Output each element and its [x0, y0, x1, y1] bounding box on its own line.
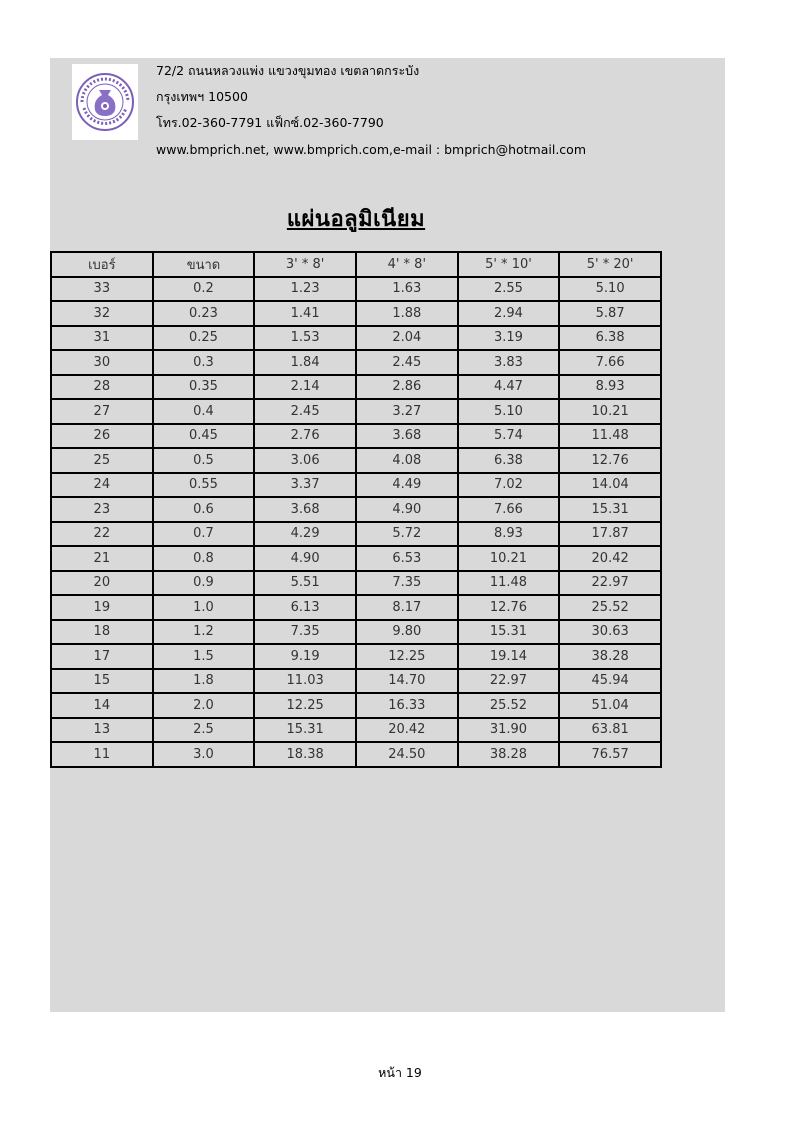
- table-cell: 1.63: [356, 277, 458, 302]
- table-cell: 24: [51, 473, 153, 498]
- table-cell: 5.72: [356, 522, 458, 547]
- address-line-1: 72/2 ถนนหลวงแพ่ง แขวงขุมทอง เขตลาดกระบัง: [156, 63, 420, 78]
- table-cell: 14.04: [559, 473, 661, 498]
- table-row: [51, 424, 661, 449]
- table-cell: 11.03: [254, 669, 356, 694]
- table-cell: 0.9: [153, 571, 255, 596]
- table-cell: 5.51: [254, 571, 356, 596]
- table-cell: 2.0: [153, 693, 255, 718]
- table-cell: 20.42: [356, 718, 458, 743]
- table-cell: 1.88: [356, 301, 458, 326]
- table-cell: 24.50: [356, 742, 458, 767]
- table-cell: 4.47: [458, 375, 560, 400]
- column-header: 5' * 10': [458, 252, 560, 277]
- table-cell: 1.0: [153, 595, 255, 620]
- table-cell: 2.86: [356, 375, 458, 400]
- table-cell: 14: [51, 693, 153, 718]
- table-row: [51, 644, 661, 669]
- column-header: 3' * 8': [254, 252, 356, 277]
- column-header: 5' * 20': [559, 252, 661, 277]
- table-cell: 2.14: [254, 375, 356, 400]
- table-row: [51, 718, 661, 743]
- address-line-2: กรุงเทพฯ 10500: [156, 89, 248, 104]
- table-cell: 3.19: [458, 326, 560, 351]
- table-cell: 23: [51, 497, 153, 522]
- table-row: [51, 595, 661, 620]
- table-cell: 32: [51, 301, 153, 326]
- table-row: [51, 546, 661, 571]
- table-cell: 15.31: [254, 718, 356, 743]
- table-cell: 28: [51, 375, 153, 400]
- table-cell: 2.45: [254, 399, 356, 424]
- table-cell: 8.17: [356, 595, 458, 620]
- table-row: [51, 326, 661, 351]
- table-cell: 2.55: [458, 277, 560, 302]
- table-cell: 2.04: [356, 326, 458, 351]
- table-cell: 20.42: [559, 546, 661, 571]
- table-cell: 4.49: [356, 473, 458, 498]
- table-header-row: [51, 252, 661, 277]
- table-cell: 17.87: [559, 522, 661, 547]
- table-cell: 13: [51, 718, 153, 743]
- table-cell: 5.10: [559, 277, 661, 302]
- table-cell: 1.53: [254, 326, 356, 351]
- table-cell: 4.29: [254, 522, 356, 547]
- table-cell: 19: [51, 595, 153, 620]
- table-cell: 7.02: [458, 473, 560, 498]
- table-row: [51, 571, 661, 596]
- table-cell: 22: [51, 522, 153, 547]
- table-cell: 5.74: [458, 424, 560, 449]
- page-title: แผ่นอลูมิเนียม: [286, 207, 426, 232]
- table-row: [51, 277, 661, 302]
- table-cell: 3.06: [254, 448, 356, 473]
- table-cell: 5.10: [458, 399, 560, 424]
- table-cell: 3.68: [254, 497, 356, 522]
- table-cell: 2.5: [153, 718, 255, 743]
- table-cell: 31.90: [458, 718, 560, 743]
- table-row: [51, 473, 661, 498]
- table-cell: 21: [51, 546, 153, 571]
- table-cell: 0.2: [153, 277, 255, 302]
- table-cell: 0.3: [153, 350, 255, 375]
- table-cell: 15.31: [458, 620, 560, 645]
- bm-rich-company-seal-icon: [72, 64, 138, 140]
- table-row: [51, 448, 661, 473]
- table-cell: 15: [51, 669, 153, 694]
- table-cell: 1.84: [254, 350, 356, 375]
- table-cell: 25.52: [458, 693, 560, 718]
- table-cell: 9.80: [356, 620, 458, 645]
- table-cell: 25: [51, 448, 153, 473]
- table-cell: 4.08: [356, 448, 458, 473]
- table-cell: 26: [51, 424, 153, 449]
- table-cell: 1.23: [254, 277, 356, 302]
- table-cell: 0.4: [153, 399, 255, 424]
- table-cell: 20: [51, 571, 153, 596]
- table-cell: 1.41: [254, 301, 356, 326]
- table-cell: 10.21: [458, 546, 560, 571]
- table-cell: 3.0: [153, 742, 255, 767]
- table-cell: 18.38: [254, 742, 356, 767]
- table-cell: 51.04: [559, 693, 661, 718]
- table-cell: 8.93: [559, 375, 661, 400]
- table-cell: 0.25: [153, 326, 255, 351]
- table-cell: 0.7: [153, 522, 255, 547]
- table-cell: 33: [51, 277, 153, 302]
- table-row: [51, 301, 661, 326]
- column-header: เบอร์: [51, 252, 153, 277]
- table-cell: 5.87: [559, 301, 661, 326]
- table-cell: 22.97: [559, 571, 661, 596]
- price-table: [50, 251, 662, 768]
- table-cell: 0.55: [153, 473, 255, 498]
- table-cell: 7.66: [458, 497, 560, 522]
- table-cell: 0.35: [153, 375, 255, 400]
- table-row: [51, 620, 661, 645]
- table-cell: 6.13: [254, 595, 356, 620]
- column-header: 4' * 8': [356, 252, 458, 277]
- table-cell: 3.83: [458, 350, 560, 375]
- table-cell: 6.38: [458, 448, 560, 473]
- table-cell: 12.76: [458, 595, 560, 620]
- table-cell: 6.53: [356, 546, 458, 571]
- table-cell: 1.5: [153, 644, 255, 669]
- table-cell: 2.45: [356, 350, 458, 375]
- table-cell: 31: [51, 326, 153, 351]
- table-cell: 2.94: [458, 301, 560, 326]
- phone-fax-line: โทร.02-360-7791 แฟ็กซ์.02-360-7790: [156, 115, 384, 130]
- table-cell: 7.66: [559, 350, 661, 375]
- table-cell: 1.8: [153, 669, 255, 694]
- table-cell: 7.35: [254, 620, 356, 645]
- table-cell: 12.25: [356, 644, 458, 669]
- company-logo: [72, 64, 138, 140]
- table-row: [51, 497, 661, 522]
- table-cell: 17: [51, 644, 153, 669]
- table-cell: 2.76: [254, 424, 356, 449]
- table-cell: 0.8: [153, 546, 255, 571]
- table-cell: 4.90: [356, 497, 458, 522]
- table-cell: 11: [51, 742, 153, 767]
- table-cell: 0.6: [153, 497, 255, 522]
- table-cell: 8.93: [458, 522, 560, 547]
- table-cell: 19.14: [458, 644, 560, 669]
- table-cell: 1.2: [153, 620, 255, 645]
- table-cell: 9.19: [254, 644, 356, 669]
- table-row: [51, 375, 661, 400]
- table-cell: 15.31: [559, 497, 661, 522]
- table-cell: 10.21: [559, 399, 661, 424]
- table-cell: 14.70: [356, 669, 458, 694]
- table-cell: 38.28: [458, 742, 560, 767]
- table-cell: 4.90: [254, 546, 356, 571]
- table-row: [51, 522, 661, 547]
- table-cell: 3.37: [254, 473, 356, 498]
- column-header: ขนาด: [153, 252, 255, 277]
- table-cell: 3.68: [356, 424, 458, 449]
- table-cell: 0.23: [153, 301, 255, 326]
- table-cell: 25.52: [559, 595, 661, 620]
- table-cell: 63.81: [559, 718, 661, 743]
- table-row: [51, 742, 661, 767]
- table-row: [51, 350, 661, 375]
- table-body: [51, 277, 661, 767]
- table-cell: 27: [51, 399, 153, 424]
- table-cell: 0.45: [153, 424, 255, 449]
- table-cell: 0.5: [153, 448, 255, 473]
- table-cell: 6.38: [559, 326, 661, 351]
- table-cell: 30.63: [559, 620, 661, 645]
- table-cell: 16.33: [356, 693, 458, 718]
- table-cell: 12.25: [254, 693, 356, 718]
- table-cell: 3.27: [356, 399, 458, 424]
- table-cell: 18: [51, 620, 153, 645]
- table-cell: 22.97: [458, 669, 560, 694]
- table-cell: 11.48: [458, 571, 560, 596]
- table-cell: 45.94: [559, 669, 661, 694]
- table-row: [51, 693, 661, 718]
- table-row: [51, 399, 661, 424]
- table-cell: 30: [51, 350, 153, 375]
- web-email-line: www.bmprich.net, www.bmprich.com,e-mail : bmprich@hotmail.com: [156, 142, 586, 157]
- table-cell: 38.28: [559, 644, 661, 669]
- page-number: หน้า 19: [378, 1065, 422, 1080]
- table-cell: 11.48: [559, 424, 661, 449]
- table-cell: 12.76: [559, 448, 661, 473]
- table-cell: 7.35: [356, 571, 458, 596]
- table-row: [51, 669, 661, 694]
- table-cell: 76.57: [559, 742, 661, 767]
